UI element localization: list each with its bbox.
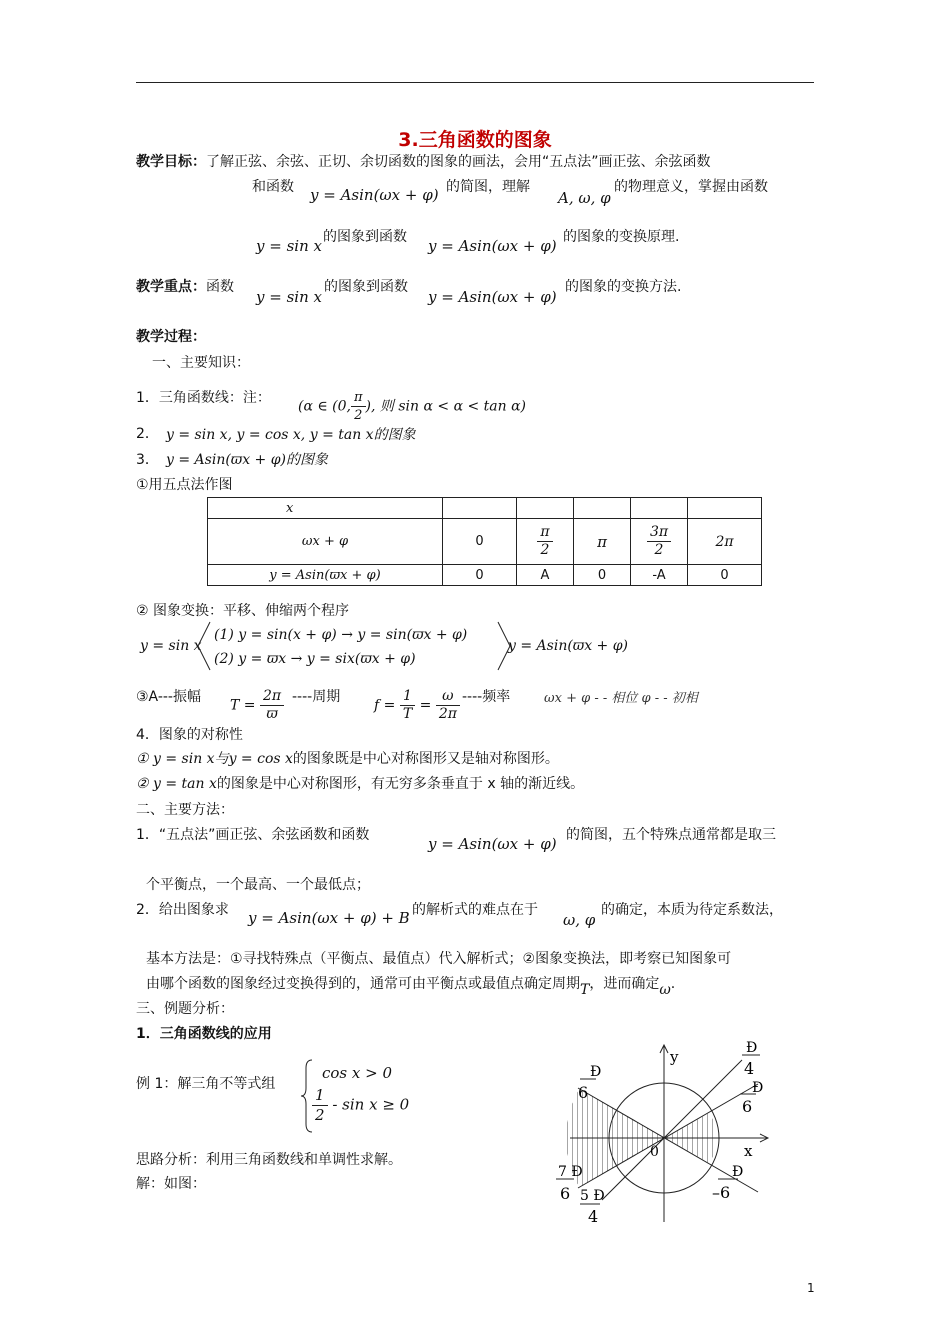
frequency bbox=[374, 688, 460, 723]
table-row bbox=[208, 565, 762, 586]
row3-cell-2: 0 bbox=[574, 565, 631, 586]
method2-formula: y = Asin(ωx + φ) + B bbox=[248, 909, 410, 927]
five-point-heading: ①用五点法作图 bbox=[136, 477, 233, 493]
row2-cell-0: 0 bbox=[443, 519, 517, 565]
y-label: y bbox=[670, 1048, 679, 1066]
method3-text-a: 基本方法是：①寻找特殊点（平衡点、最值点）代入解析式；②图象变换法，即考察已知图象可 bbox=[146, 951, 732, 967]
method3-text-d: . bbox=[670, 976, 676, 992]
table-cell bbox=[688, 498, 762, 519]
section2-heading: 二、主要方法： bbox=[136, 802, 234, 818]
section1-heading: 一、主要知识： bbox=[152, 355, 250, 371]
ex1-eq2-rest: - sin x ≥ 0 bbox=[332, 1095, 410, 1114]
frac-den: 2 bbox=[654, 542, 664, 558]
freq-frac2 bbox=[436, 688, 460, 723]
method2-text-b: 的解析式的难点在于 bbox=[412, 902, 538, 918]
amplitude: ③A---振幅 bbox=[136, 689, 201, 705]
x-label: x bbox=[744, 1142, 753, 1160]
period-num: 2π bbox=[260, 688, 284, 706]
example1-label: 例 1：解三角不等式组 bbox=[136, 1076, 276, 1092]
ex1-eq2-den: 2 bbox=[315, 1106, 325, 1124]
item1-frac-den: 2 bbox=[354, 408, 363, 423]
item1-formula-b: ), 则 sin α < α < tan α) bbox=[365, 398, 527, 415]
transform-heading: ② 图象变换：平移、伸缩两个程序 bbox=[136, 603, 350, 619]
table-cell bbox=[574, 498, 631, 519]
method3-t: T bbox=[580, 982, 590, 998]
page-title: 3.三角函数的图象 bbox=[398, 129, 552, 151]
ex1-eq2-num: 1 bbox=[312, 1086, 328, 1106]
lbl-5pi-6-num: Ð bbox=[590, 1064, 602, 1080]
objective-line1 bbox=[136, 153, 711, 171]
item3-num: 3． bbox=[136, 452, 159, 468]
freq-frac1 bbox=[400, 688, 415, 723]
freq-f: f = bbox=[374, 697, 396, 714]
keypoint-formula-sin: y = sin x bbox=[256, 288, 322, 306]
lbl-pi-4-den: 4 bbox=[744, 1059, 755, 1078]
sym2-text: 的图象是中心对称图形，有无穷多条垂直于 x 轴的渐近线。 bbox=[216, 776, 585, 792]
phase: ωx + φ - - 相位 φ - - 初相 bbox=[544, 691, 698, 706]
analysis-text: 思路分析：利用三角函数线和单调性求解。 bbox=[136, 1152, 402, 1168]
row2-cell-4: 2π bbox=[688, 519, 762, 565]
ex1-eq2 bbox=[312, 1086, 409, 1125]
sym1-formula: ① y = sin x与y = cos x bbox=[136, 751, 293, 767]
params: A, ω, φ bbox=[558, 189, 611, 207]
item2-formula: y = sin x, y = cos x, y = tan x的图象 bbox=[166, 427, 416, 443]
freq-eq: = bbox=[419, 697, 432, 714]
lbl-7pi-6-den: 6 bbox=[560, 1184, 571, 1203]
row3-cell-0: 0 bbox=[443, 565, 517, 586]
objective-label: 教学目标： bbox=[136, 154, 206, 170]
objective-text3b: 的图象的变换原理. bbox=[563, 229, 680, 245]
row2-label: ωx + φ bbox=[208, 519, 443, 565]
keypoint-line bbox=[136, 278, 234, 296]
keypoint-text2: 的图象到函数 bbox=[324, 279, 408, 295]
frac-3pi-2 bbox=[647, 524, 671, 559]
method3-line bbox=[146, 975, 675, 999]
keypoint-label: 教学重点： bbox=[136, 279, 206, 295]
lbl-5pi-4-num: 5 Ð bbox=[580, 1188, 605, 1204]
header-rule bbox=[136, 82, 814, 83]
row1-label: x bbox=[208, 498, 443, 519]
transform-step1: (1) y = sin(x + φ) → y = sin(ϖx + φ) bbox=[214, 627, 468, 643]
unit-circle-figure bbox=[552, 1036, 778, 1230]
table-cell bbox=[517, 498, 574, 519]
lbl-5pi-6-den: 6 bbox=[578, 1083, 589, 1102]
method1-text-c: 个平衡点，一个最高、一个最低点； bbox=[146, 877, 370, 893]
lbl-pi-6-num: Ð bbox=[752, 1080, 764, 1096]
row3-label: y = Asin(ϖx + φ) bbox=[208, 565, 443, 586]
frac-num: 3π bbox=[647, 524, 671, 542]
objective-text2c: 的物理意义，掌握由函数 bbox=[614, 179, 768, 195]
item3-formula: y = Asin(ϖx + φ)的图象 bbox=[166, 452, 328, 468]
objective-text2a: 和函数 bbox=[252, 179, 294, 195]
row2-cell-1 bbox=[517, 519, 574, 565]
lbl-7pi-6-num: 7 Ð bbox=[558, 1164, 583, 1180]
page-number: 1 bbox=[807, 1281, 815, 1295]
formula-main-2: y = Asin(ωx + φ) bbox=[428, 237, 557, 255]
lbl-neg-pi-6-den: –6 bbox=[712, 1183, 731, 1202]
period-frac bbox=[260, 688, 284, 723]
symmetry-heading: 4．图象的对称性 bbox=[136, 727, 243, 743]
period-t: T = bbox=[230, 697, 256, 714]
section3-heading: 三、例题分析： bbox=[136, 1001, 234, 1017]
row3-cell-1: A bbox=[517, 565, 574, 586]
row3-cell-4: 0 bbox=[688, 565, 762, 586]
objective-text2b: 的简图，理解 bbox=[446, 179, 530, 195]
method1-formula: y = Asin(ωx + φ) bbox=[428, 835, 557, 853]
transform-step2: (2) y = ϖx → y = six(ϖx + φ) bbox=[214, 651, 416, 667]
item1-formula bbox=[298, 389, 526, 424]
method3-text-b: 由哪个函数的图象经过变换得到的，通常可由平衡点或最值点确定周期 bbox=[146, 976, 580, 992]
table-row bbox=[208, 519, 762, 565]
period-den: ϖ bbox=[266, 706, 278, 722]
row2-cell-3 bbox=[631, 519, 688, 565]
objective-text1: 了解正弦、余弦、正切、余切函数的图象的画法，会用“五点法”画正弦、余弦函数 bbox=[206, 154, 711, 170]
ex1-eq1: cos x > 0 bbox=[322, 1064, 393, 1082]
subsection1-heading: 1．三角函数线的应用 bbox=[136, 1026, 272, 1042]
formula-sin: y = sin x bbox=[256, 237, 322, 255]
method1-text-a: 1．“五点法”画正弦、余弦函数和函数 bbox=[136, 827, 370, 843]
process-label: 教学过程： bbox=[136, 329, 206, 345]
method3-text-c: ，进而确定 bbox=[589, 976, 660, 992]
frac-den: 2 bbox=[540, 542, 550, 558]
table-cell bbox=[631, 498, 688, 519]
symmetry-1 bbox=[136, 750, 559, 768]
frac-pi-2 bbox=[537, 524, 552, 559]
item1-frac-num: π bbox=[351, 389, 366, 407]
ex1-eq2-frac bbox=[312, 1086, 328, 1125]
method2-params: ω, φ bbox=[563, 911, 596, 929]
keypoint-text1: 函数 bbox=[206, 279, 234, 295]
period-label: ----周期 bbox=[292, 689, 341, 705]
transform-left: y = sin x bbox=[140, 638, 202, 654]
freq-den2: 2π bbox=[438, 706, 457, 722]
lbl-pi-4-num: Ð bbox=[746, 1040, 758, 1056]
formula-main: y = Asin(ωx + φ) bbox=[310, 186, 439, 204]
row2-cell-2: π bbox=[574, 519, 631, 565]
table-cell bbox=[443, 498, 517, 519]
freq-den1: T bbox=[402, 706, 413, 722]
method2-text-c: 的确定，本质为待定系数法， bbox=[601, 902, 783, 918]
lbl-pi-6-den: 6 bbox=[742, 1097, 753, 1116]
item1-formula-a: (α ∈ (0, bbox=[298, 398, 351, 415]
row3-cell-3: -A bbox=[631, 565, 688, 586]
lbl-neg-pi-6-num: Ð bbox=[732, 1164, 744, 1180]
method3-omega: ω bbox=[659, 982, 671, 998]
objective-text3a: 的图象到函数 bbox=[323, 229, 407, 245]
sym2-formula: ② y = tan x bbox=[136, 776, 217, 792]
item2-num: 2． bbox=[136, 426, 159, 442]
item1-frac bbox=[351, 389, 366, 424]
table-row bbox=[208, 498, 762, 519]
keypoint-text3: 的图象的变换方法. bbox=[565, 279, 682, 295]
freq-num2: ω bbox=[436, 688, 460, 706]
method2-text-a: 2．给出图象求 bbox=[136, 902, 229, 918]
symmetry-2 bbox=[136, 775, 584, 793]
solution-text: 解：如图： bbox=[136, 1176, 206, 1192]
method1-text-b: 的简图，五个特殊点通常都是取三 bbox=[566, 827, 776, 843]
frac-num: π bbox=[537, 524, 552, 542]
origin-label: 0 bbox=[650, 1144, 659, 1160]
frequency-label: ----频率 bbox=[462, 689, 511, 705]
item1-text: 1．三角函数线：注： bbox=[136, 390, 271, 406]
five-point-table bbox=[207, 497, 762, 586]
keypoint-formula-main: y = Asin(ωx + φ) bbox=[428, 288, 557, 306]
period bbox=[230, 688, 284, 723]
lbl-5pi-4-den: 4 bbox=[588, 1207, 599, 1226]
sym1-text: 的图象既是中心对称图形又是轴对称图形。 bbox=[292, 751, 559, 767]
transform-right: y = Asin(ϖx + φ) bbox=[508, 638, 628, 654]
freq-num1: 1 bbox=[400, 688, 415, 706]
